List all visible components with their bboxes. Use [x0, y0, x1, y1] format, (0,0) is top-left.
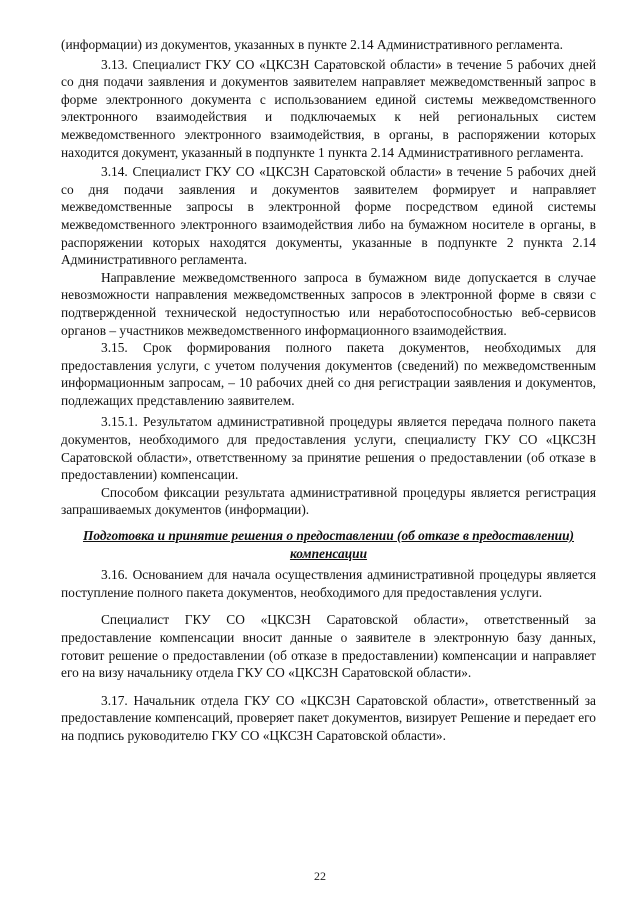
- paragraph-3-14: 3.14. Специалист ГКУ СО «ЦКСЗН Саратовской области» в течение 5 рабочих дней со дня подачи заявления и документов заявителем формирует и направляет межведомственные запросы в электронной форме посредством единой системы межведомственного электронного взаимодействия либо на бумажном носителе в органы, в распоряжении которых находятся документы, указанные в подпункте 2 пункта 2.14 Административного регламента.: [61, 164, 596, 268]
- paragraph-3-13: 3.13. Специалист ГКУ СО «ЦКСЗН Саратовской области» в течение 5 рабочих дней со дня подачи заявления и документов заявителем направляет межведомственный запрос в форме электронного документа с использованием единой системы межведомственного электронного взаимодействия и подключаемых к ней региональных систем межведомственного электронного взаимодействия, в органы, в распоряжении которых находится документ, указанный в подпункте 1 пункта 2.14 Административного регламента.: [61, 56, 596, 160]
- paragraph-3-15-1: 3.15.1. Результатом административной процедуры является передача полного пакета документов, необходимого для предоставления услуги, специалисту ГКУ СО «ЦКСЗН Саратовской области», ответственному за принятие решения о предоставлении (об отказе в предоставлении) компенсации.: [61, 414, 596, 483]
- paragraph-3-16: 3.16. Основанием для начала осуществления административной процедуры является поступление полного пакета документов, необходимого для предоставления услуги.: [61, 567, 596, 600]
- paragraph-fixation-method: Способом фиксации результата административной процедуры является регистрация запрашиваемых документов (информации).: [61, 484, 596, 518]
- section-heading: Подготовка и принятие решения о предоставлении (об отказе в предоставлении) компенсации: [82, 528, 575, 561]
- paragraph-3-17: 3.17. Начальник отдела ГКУ СО «ЦКСЗН Саратовской области», ответственный за предоставление компенсаций, проверяет пакет документов, визирует Решение и передает его на подпись руководителю ГКУ СО «ЦКСЗН Саратовской области».: [61, 692, 596, 743]
- paragraph-3-15: 3.15. Срок формирования полного пакета документов, необходимых для предоставления услуги, с учетом получения документов (сведений) по межведомственным информационным запросам, – 10 рабочих дней со дня регистрации заявления и документов, подлежащих представлению заявителем.: [61, 340, 596, 408]
- page-number: 22: [314, 869, 326, 883]
- paragraph-continuation: (информации) из документов, указанных в пункте 2.14 Административного регламента.: [61, 37, 563, 52]
- paragraph-specialist-duties: Специалист ГКУ СО «ЦКСЗН Саратовской области», ответственный за предоставление компенсации вносит данные о заявителе в электронную базу данных, готовит решение о предоставлении (об отказе в предоставлении) компенсации и направляет его на визу начальнику отдела ГКУ СО «ЦКСЗН Саратовской области».: [61, 612, 596, 681]
- paragraph-paper-request: Направление межведомственного запроса в бумажном виде допускается в случае невозможности направления межведомственных запросов в электронной форме в связи с подтвержденной технической недоступностью или неработоспособностью веб-сервисов органов – участников межведомственного информационного взаимодействия.: [61, 269, 596, 338]
